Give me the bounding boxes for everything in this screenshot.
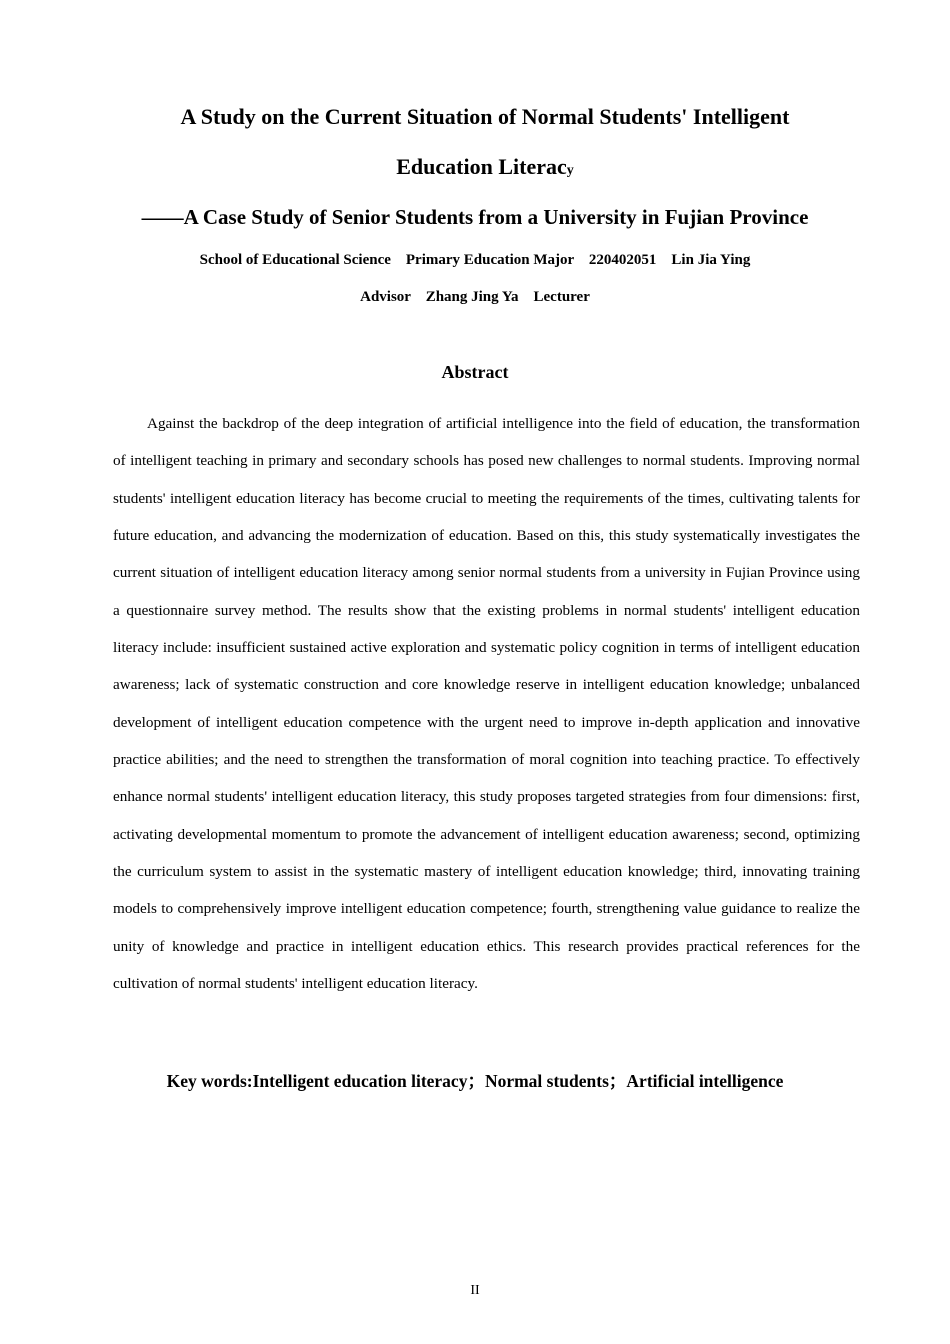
title-line-1: A Study on the Current Situation of Normal Students' Intelligent xyxy=(180,104,790,129)
keyword-item: Intelligent education literacy xyxy=(252,1071,468,1091)
title-line-2-trailing: y xyxy=(566,163,574,178)
title-line-2 xyxy=(10,152,950,186)
keyword-item: Artificial intelligence xyxy=(626,1071,784,1091)
abstract-heading: Abstract xyxy=(441,362,509,382)
title-line-2-main: Education Literac xyxy=(396,154,567,179)
author-info: School of Educational Science Primary Education Major 220402051 Lin Jia Ying xyxy=(199,252,751,268)
keyword-separator: ； xyxy=(608,1071,627,1091)
subtitle: ——A Case Study of Senior Students from a University in Fujian Province xyxy=(141,205,809,229)
keywords-label: Key words: xyxy=(166,1071,253,1091)
abstract-body: Against the backdrop of the deep integration of artificial intelligence into the field of education, the transformation of intelligent teaching in primary and secondary schools has posed new challenges to normal students. Improving normal students' intelligent education literacy has become crucial to meeting the requirements of the times, cultivating talents for future education, and advancing the modernization of education. Based on this, this study systematically investigates the current situation of intelligent education literacy among senior normal students from a university in Fujian Province using a questionnaire survey method. The results show that the existing problems in normal students' intelligent education literacy include: insufficient sustained active exploration and systematic policy cognition in terms of intelligent education awareness; lack of systematic construction and core knowledge reserve in intelligent education knowledge; unbalanced development of intelligent education competence with the urgent need to improve in-depth application and innovative practice abilities; and the need to strengthen the transformation of moral cognition into teaching practice. To effectively enhance normal students' intelligent education literacy, this study proposes targeted strategies from four dimensions: first, activating developmental momentum to promote the advancement of intelligent education awareness; second, optimizing the curriculum system to assist in the systematic mastery of intelligent education knowledge; third, innovating training models to comprehensively improve intelligent education competence; fourth, strengthening value guidance to realize the unity of knowledge and practice in intelligent education ethics. This research provides practical references for the cultivation of normal students' intelligent education literacy. xyxy=(113,415,860,993)
keyword-item: Normal students xyxy=(484,1071,609,1091)
page-number: II xyxy=(470,1283,480,1298)
keywords-line xyxy=(0,1068,950,1094)
keyword-separator: ； xyxy=(467,1071,485,1091)
advisor-info: Advisor Zhang Jing Ya Lecturer xyxy=(360,289,590,305)
